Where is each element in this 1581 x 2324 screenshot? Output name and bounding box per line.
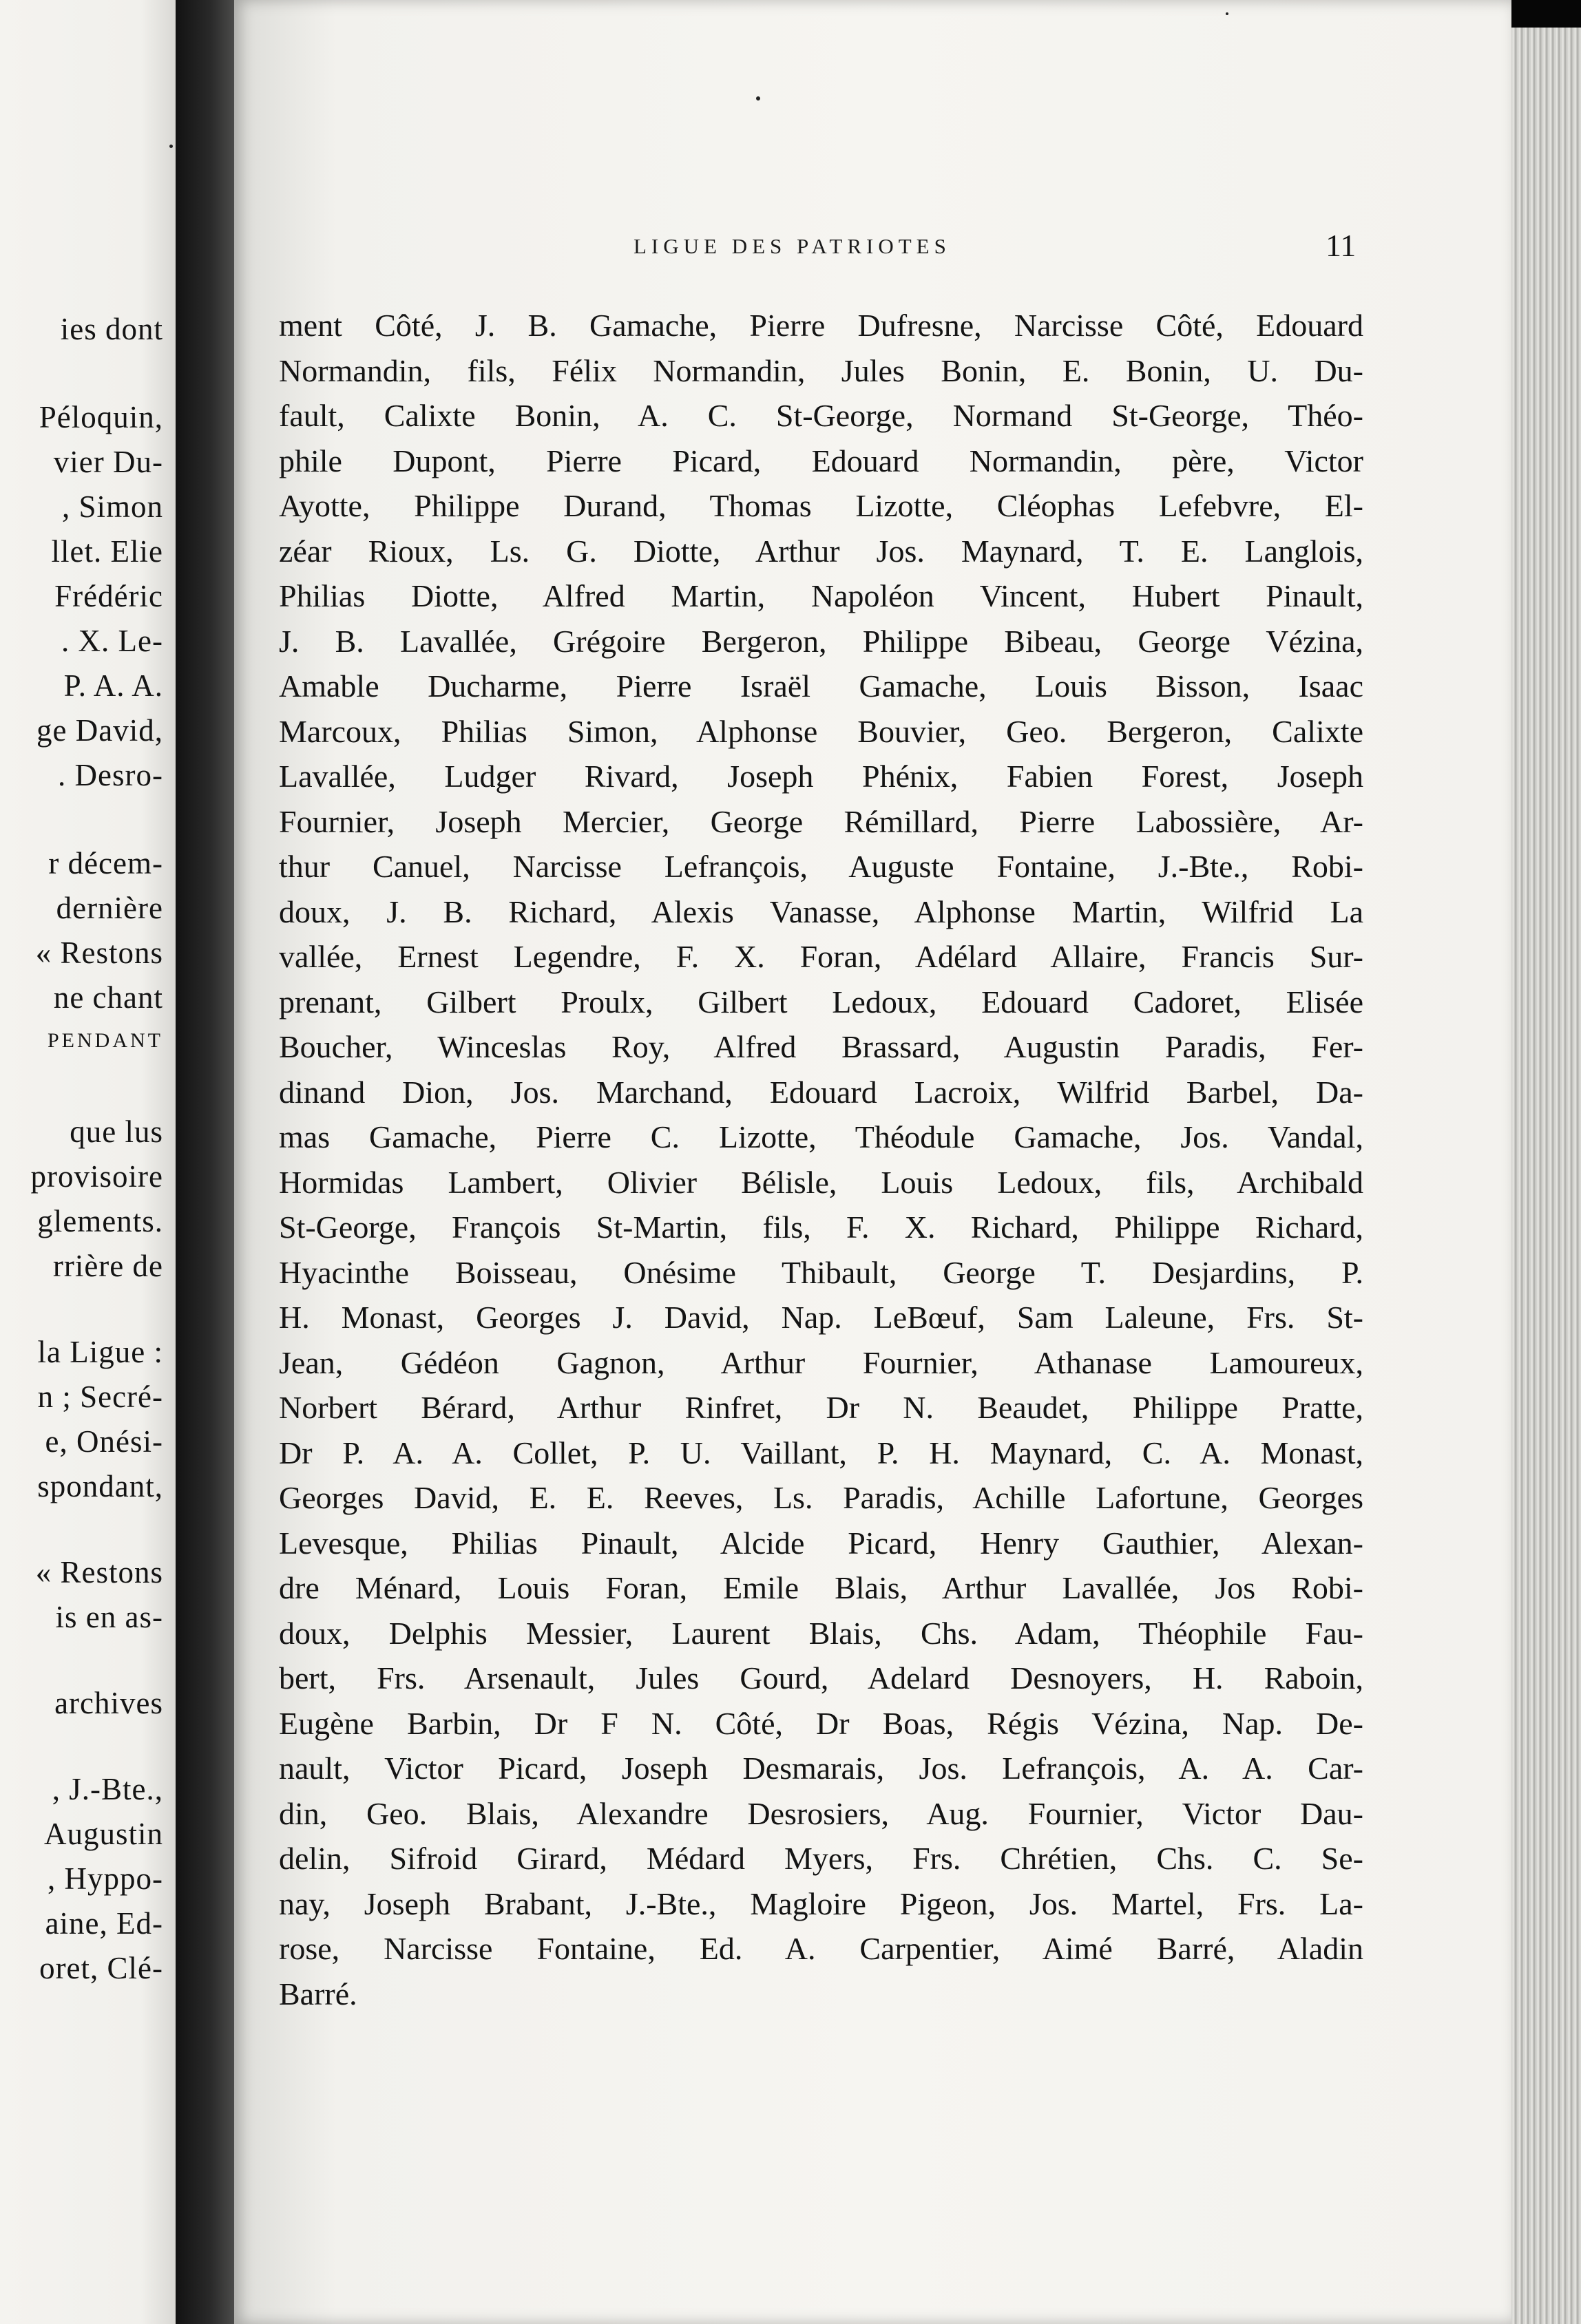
facing-page-line: « Restons [35,936,163,970]
text-line: Barré. [279,1976,357,2011]
text-line: Normandin, fils, Félix Normandin, Jules Bonin, E. Bonin, U. Du- [279,352,1363,388]
facing-page-line: Frédéric [54,579,163,613]
facing-page-line: , Simon [61,489,163,524]
text-line: Boucher, Winceslas Roy, Alfred Brassard, Augustin Paradis, Fer- [279,1029,1363,1064]
text-line: phile Dupont, Pierre Picard, Edouard Normandin, père, Victor [279,443,1363,478]
facing-page-line: ge David, [36,713,163,748]
text-line: Levesque, Philias Pinault, Alcide Picard, Henry Gauthier, Alexan- [279,1525,1363,1561]
text-line: dre Ménard, Louis Foran, Emile Blais, Arthur Lavallée, Jos Robi- [279,1570,1363,1605]
text-line: mas Gamache, Pierre C. Lizotte, Théodule Gamache, Jos. Vandal, [279,1119,1363,1154]
facing-page-line: que lus [70,1115,163,1149]
facing-page-line: archives [54,1686,163,1720]
facing-page-line: n ; Secré- [37,1380,163,1414]
text-line: Fournier, Joseph Mercier, George Rémillard, Pierre Labossière, Ar- [279,803,1363,839]
facing-page-line: e, Onési- [45,1424,163,1459]
text-line: Ayotte, Philippe Durand, Thomas Lizotte, Cléophas Lefebvre, El- [279,488,1363,523]
facing-page-line: llet. Elie [51,534,163,569]
facing-page-line: . X. Le- [61,624,163,658]
facing-page-line: « Restons [35,1555,163,1589]
text-line: Dr P. A. A. Collet, P. U. Vaillant, P. H. Maynard, C. A. Monast, [279,1435,1363,1470]
facing-page-line: P. A. A. [63,668,163,703]
facing-page-line: . Desro- [58,758,163,792]
text-line: Hormidas Lambert, Olivier Bélisle, Louis Ledoux, fils, Archibald [279,1164,1363,1200]
text-line: dinand Dion, Jos. Marchand, Edouard Lacroix, Wilfrid Barbel, Da- [279,1074,1363,1110]
text-line: doux, Delphis Messier, Laurent Blais, Chs. Adam, Théophile Fau- [279,1615,1363,1651]
facing-page-line: rrière de [52,1249,163,1283]
text-line: Amable Ducharme, Pierre Israël Gamache, Louis Bisson, Isaac [279,668,1363,704]
text-line: St-George, François St-Martin, fils, F. X. Richard, Philippe Richard, [279,1209,1363,1245]
text-line: J. B. Lavallée, Grégoire Bergeron, Philippe Bibeau, George Vézina, [279,623,1363,659]
text-line: Hyacinthe Boisseau, Onésime Thibault, George T. Desjardins, P. [279,1254,1363,1290]
facing-page-line: la Ligue : [37,1335,163,1369]
facing-page-line: , Hyppo- [48,1861,163,1896]
scan-speck [756,96,760,101]
facing-page-line: , J.-Bte., [52,1772,163,1806]
text-line: bert, Frs. Arsenault, Jules Gourd, Adelard Desnoyers, H. Raboin, [279,1660,1363,1696]
text-line: doux, J. B. Richard, Alexis Vanasse, Alphonse Martin, Wilfrid La [279,894,1363,929]
facing-page-line: provisoire [30,1159,163,1194]
text-line: Lavallée, Ludger Rivard, Joseph Phénix, Fabien Forest, Joseph [279,759,1363,794]
text-line: Norbert Bérard, Arthur Rinfret, Dr N. Beaudet, Philippe Pratte, [279,1390,1363,1425]
facing-page-line: Péloquin, [39,400,163,434]
running-head: LIGUE DES PATRIOTES [634,234,951,258]
scan-speck [169,145,173,148]
text-line: nay, Joseph Brabant, J.-Bte., Magloire Pigeon, Jos. Martel, Frs. La- [279,1885,1363,1921]
text-line: din, Geo. Blais, Alexandre Desrosiers, Aug. Fournier, Victor Dau- [279,1795,1363,1831]
text-line: H. Monast, Georges J. David, Nap. LeBœuf, Sam Laleune, Frs. St- [279,1300,1363,1335]
facing-page-fragment [0,0,176,2324]
text-line: prenant, Gilbert Proulx, Gilbert Ledoux, Edouard Cadoret, Elisée [279,984,1363,1020]
text-line: thur Canuel, Narcisse Lefrançois, Auguste Fontaine, J.-Bte., Robi- [279,849,1363,884]
facing-page-line: ies dont [60,312,163,346]
text-line: ment Côté, J. B. Gamache, Pierre Dufresne, Narcisse Côté, Edouard [279,308,1363,343]
facing-page-line: ne chant [53,980,163,1015]
text-line: zéar Rioux, Ls. G. Diotte, Arthur Jos. Maynard, T. E. Langlois, [279,533,1363,569]
text-line: vallée, Ernest Legendre, F. X. Foran, Adélard Allaire, Francis Sur- [279,939,1363,974]
facing-page-line: PENDANT [48,1029,163,1052]
page-number: 11 [1326,228,1357,263]
facing-page-line: aine, Ed- [45,1906,163,1941]
facing-page-line: glements. [37,1204,163,1238]
text-line: fault, Calixte Bonin, A. C. St-George, Normand St-George, Théo- [279,398,1363,433]
page-edges [1511,28,1581,2324]
scan-speck [1226,12,1228,15]
facing-page-line: dernière [56,891,163,925]
text-line: Eugène Barbin, Dr F N. Côté, Dr Boas, Régis Vézina, Nap. De- [279,1705,1363,1741]
facing-page-line: r décem- [48,846,163,880]
text-line: Philias Diotte, Alfred Martin, Napoléon Vincent, Hubert Pinault, [279,578,1363,613]
body-text [279,303,1363,2016]
text-line: Georges David, E. E. Reeves, Ls. Paradis, Achille Lafortune, Georges [279,1480,1363,1515]
facing-page-line: vier Du- [53,445,163,479]
text-line: rose, Narcisse Fontaine, Ed. A. Carpentier, Aimé Barré, Aladin [279,1931,1363,1966]
facing-page-line: spondant, [37,1469,163,1503]
text-line: Marcoux, Philias Simon, Alphonse Bouvier, Geo. Bergeron, Calixte [279,713,1363,749]
text-line: Jean, Gédéon Gagnon, Arthur Fournier, Athanase Lamoureux, [279,1344,1363,1380]
facing-page-line: oret, Clé- [39,1951,163,1985]
text-line: delin, Sifroid Girard, Médard Myers, Frs. Chrétien, Chs. C. Se- [279,1841,1363,1876]
facing-page-line: is en as- [55,1600,163,1634]
facing-page-line: Augustin [43,1817,163,1851]
text-line: nault, Victor Picard, Joseph Desmarais, Jos. Lefrançois, A. A. Car- [279,1751,1363,1786]
